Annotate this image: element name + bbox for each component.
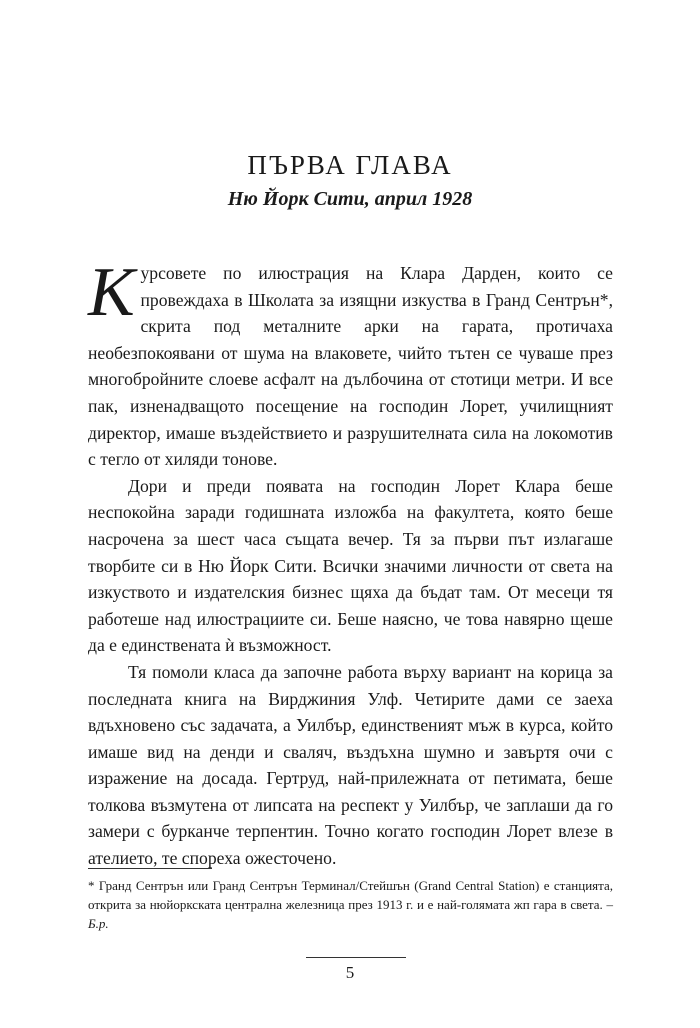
paragraph-2: Дори и преди появата на господин Лорет Клара беше неспокойна заради годишната изложба на факултета, която беше насрочена за шест часа същата вечер. Тя за първи път излагаше творбите си в Ню Йорк Сити. Всички значими личности от света на изкуството и издателския бизнес щяха да бъдат там. От месеци тя работеше над илюстрациите си. Беше наясно, че това навярно щеше да е единствената ѝ възможност. <box>88 475 613 656</box>
chapter-body <box>88 254 613 872</box>
paragraph-1-text: урсовете по илюстрация на Клара Дарден, които се провеждаха в Школата за изящни изкуства в Гранд Сентрън*, скрита под металните арки на гарата, протичаха необезпокоявани от шума на влаковете, чийто тътен се чуваше през многобройните слоеве асфалт на дълбочина от стотици метри. И все пак, изненадващото посещение на господин Лорет, училищният директор, имаше въздействието и разрушителната сила на локомотив с тегло от хиляди тонове. <box>88 263 613 470</box>
footnote <box>88 876 613 933</box>
paragraph-3: Тя помоли класа да започне работа върху вариант на корица за последната книга на Вирджиния Улф. Четирите дами се заеха вдъхновено със задачата, а Уилбър, единственият мъж в курса, който имаше вид на денди и сваляч, въздъхна шумно и завъртя очи с изражение на досада. Гертруд, най-прилежната от петимата, беше толкова възмутена от липсата на респект у Уилбър, че заплаши да го замери с бурканче терпентин. Точно когато господин Лорет влезе в ателието, те спореха ожесточено. <box>88 661 613 869</box>
page-number-divider <box>306 957 406 958</box>
drop-cap-letter: К <box>88 254 135 331</box>
chapter-title: ПЪРВА ГЛАВА <box>247 150 453 180</box>
footnote-editor-mark: Б.р. <box>88 916 109 931</box>
footnote-text: * Гранд Сентрън или Гранд Сентрън Терминал/Стейшън (Grand Central Station) е станцията, открита за нюйоркската централна железница през 1913 г. и е най-голямата жп гара в света. – <box>88 878 613 912</box>
paragraph-1 <box>88 254 613 473</box>
chapter-subtitle: Ню Йорк Сити, април 1928 <box>227 188 473 210</box>
footnote-divider <box>88 868 212 869</box>
page-number: 5 <box>345 963 355 982</box>
